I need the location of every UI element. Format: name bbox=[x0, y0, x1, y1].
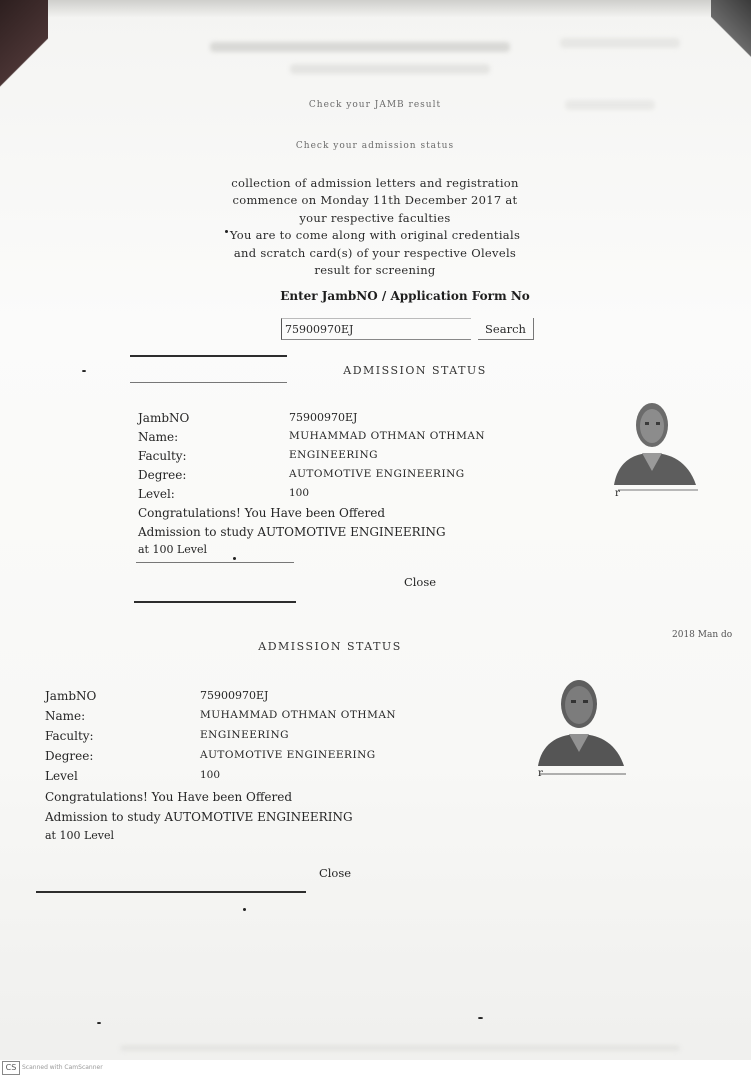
divider bbox=[130, 382, 287, 383]
faded-text-line bbox=[290, 64, 490, 74]
notice-line-6: result for screening bbox=[314, 263, 436, 277]
speck bbox=[225, 230, 228, 233]
close-button[interactable]: Close bbox=[403, 575, 437, 589]
jamb-value: 75900970EJ bbox=[200, 689, 269, 702]
degree-label: Degree: bbox=[138, 468, 187, 482]
speck bbox=[243, 908, 246, 911]
notice-line-1: collection of admission letters and registration bbox=[231, 176, 519, 190]
degree-value: AUTOMOTIVE ENGINEERING bbox=[200, 749, 376, 761]
photo-mark: r bbox=[538, 768, 543, 779]
faculty-label: Faculty: bbox=[45, 729, 94, 743]
divider bbox=[36, 891, 306, 893]
speck bbox=[97, 1022, 101, 1024]
side-bleed-text: 2018 Man do bbox=[672, 630, 733, 640]
check-result-link[interactable]: Check your JAMB result bbox=[308, 100, 442, 110]
passport-photo bbox=[612, 395, 700, 491]
level-label: Level bbox=[45, 769, 78, 783]
speck bbox=[233, 557, 236, 560]
congrats-line-2: Admission to study AUTOMOTIVE ENGINEERING bbox=[45, 810, 353, 824]
congrats-line-2: Admission to study AUTOMOTIVE ENGINEERING bbox=[138, 525, 446, 539]
faculty-value: ENGINEERING bbox=[200, 729, 290, 741]
notice-line-4: You are to come along with original credentials bbox=[229, 228, 521, 242]
dark-corner-top-left bbox=[0, 0, 48, 95]
degree-value: AUTOMOTIVE ENGINEERING bbox=[289, 468, 465, 480]
admission-status-heading-2: ADMISSION STATUS bbox=[258, 640, 402, 653]
notice-line-5: and scratch card(s) of your respective Olevels bbox=[233, 246, 517, 260]
speck bbox=[478, 1017, 483, 1019]
camscanner-logo: CS bbox=[2, 1061, 20, 1075]
faculty-label: Faculty: bbox=[138, 449, 187, 463]
congrats-line-1: Congratulations! You Have been Offered bbox=[138, 506, 386, 520]
congrats-line-1: Congratulations! You Have been Offered bbox=[45, 790, 293, 804]
level-label: Level: bbox=[138, 487, 175, 501]
admission-status-heading: ADMISSION STATUS bbox=[343, 364, 487, 377]
speck bbox=[82, 370, 86, 372]
close-button[interactable]: Close bbox=[318, 866, 352, 880]
photo-mark: r bbox=[615, 488, 620, 499]
faculty-value: ENGINEERING bbox=[289, 449, 379, 461]
scanner-footer bbox=[0, 1060, 751, 1080]
camscanner-label: Scanned with CamScanner bbox=[22, 1064, 103, 1071]
divider bbox=[130, 355, 287, 357]
jamb-label: JambNO bbox=[45, 689, 97, 703]
faded-text-line bbox=[560, 38, 680, 48]
name-value: MUHAMMAD OTHMAN OTHMAN bbox=[289, 430, 486, 442]
name-label: Name: bbox=[138, 430, 179, 444]
level-value: 100 bbox=[289, 487, 310, 499]
name-value: MUHAMMAD OTHMAN OTHMAN bbox=[200, 709, 397, 721]
faded-text-line bbox=[120, 1045, 680, 1051]
check-admission-link[interactable]: Check your admission status bbox=[295, 141, 455, 151]
jamb-value: 75900970EJ bbox=[289, 411, 358, 424]
jamb-number-input[interactable]: 75900970EJ bbox=[281, 318, 471, 340]
passport-photo bbox=[536, 672, 628, 776]
paper-top-shadow bbox=[0, 0, 751, 18]
notice-line-3: your respective faculties bbox=[299, 211, 451, 225]
faded-text-line bbox=[565, 100, 655, 110]
search-label: Enter JambNO / Application Form No bbox=[280, 289, 530, 303]
degree-label: Degree: bbox=[45, 749, 94, 763]
name-label: Name: bbox=[45, 709, 86, 723]
congrats-line-3: at 100 Level bbox=[138, 543, 208, 556]
level-value: 100 bbox=[200, 769, 221, 781]
jamb-label: JambNO bbox=[138, 411, 190, 425]
faded-text-line bbox=[210, 42, 510, 52]
divider bbox=[134, 601, 296, 603]
divider bbox=[136, 562, 294, 563]
notice-line-2: commence on Monday 11th December 2017 at bbox=[232, 193, 518, 207]
search-button[interactable]: Search bbox=[478, 318, 534, 340]
congrats-line-3: at 100 Level bbox=[45, 829, 115, 842]
dark-corner-top-right bbox=[711, 0, 751, 120]
